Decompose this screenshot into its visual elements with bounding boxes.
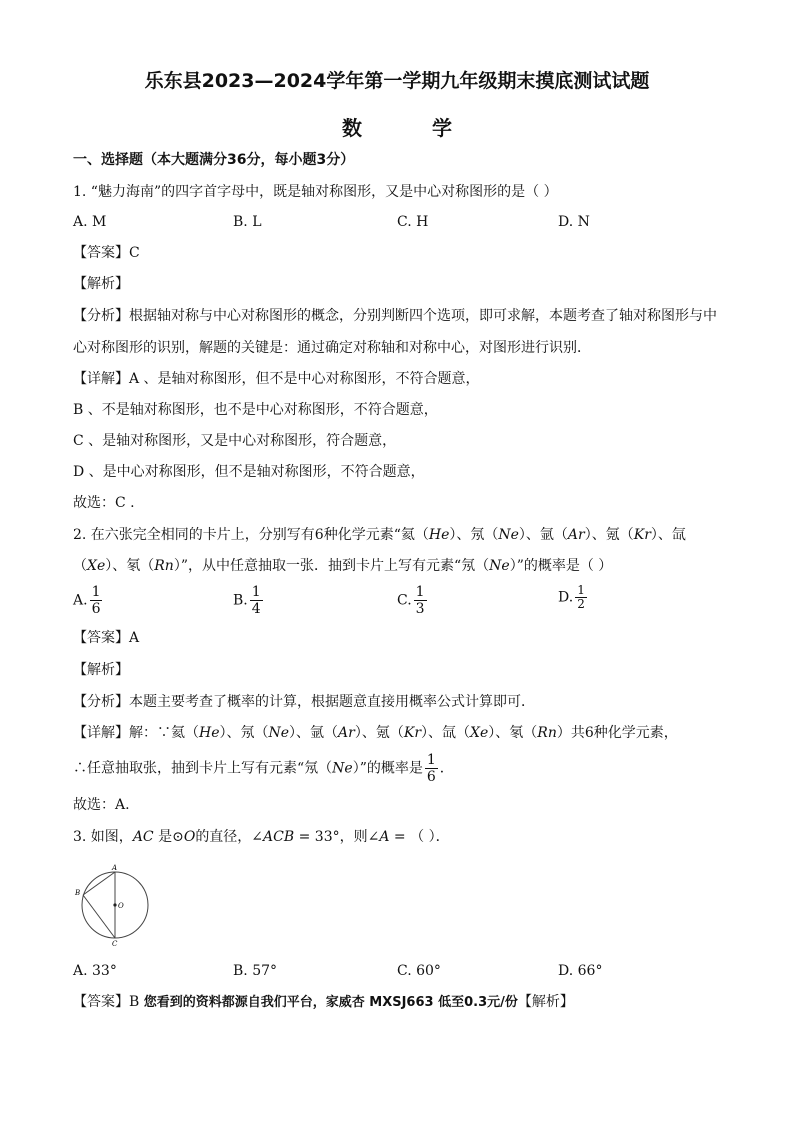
symbol: ACB: [263, 829, 295, 845]
symbol: Rn: [537, 725, 557, 741]
text: ∴任意抽取张，抽到卡片上写有元素“氖（: [73, 760, 333, 777]
q3-option-d: D. 66°: [558, 963, 603, 979]
text: ）、氡（: [105, 558, 155, 574]
symbol: O: [183, 829, 196, 845]
text: = 33°，则∠: [294, 829, 380, 845]
q1-option-c: C. H: [397, 214, 429, 230]
q2-option-b: [233, 584, 265, 617]
numerator: 1: [426, 752, 436, 768]
text: ）、氩（: [518, 527, 568, 543]
q1-answer: [73, 243, 733, 263]
fraction: [575, 584, 587, 611]
text: ）、氙: [650, 527, 686, 543]
denominator: 4: [251, 601, 261, 617]
chord-bc: [83, 895, 115, 938]
watermark-text: 您看到的资料都源自我们平台，家威杏 MXSJ663 低至0.3元/份: [143, 995, 518, 1010]
q2-stem-2: [73, 556, 733, 576]
circle-figure: [70, 862, 150, 948]
text: 是⊙: [153, 829, 184, 845]
section-heading: 一、选择题（本大题满分36分，每小题3分）: [73, 152, 355, 168]
q2-analysis-label: 【解析】: [73, 662, 129, 678]
q1-fenxi-1: [73, 306, 733, 326]
text: 解：∵氦（: [129, 725, 199, 741]
answer-value: C: [129, 245, 140, 261]
q2-detail-2: [73, 752, 733, 785]
q1-detail-1: [73, 369, 733, 389]
numerator: 1: [251, 584, 261, 600]
text: ．: [439, 760, 454, 777]
label-b: B: [75, 889, 81, 897]
option-letter: C.: [397, 592, 412, 609]
q1-detail-2: B 、不是轴对称图形，也不是中心对称图形，不符合题意，: [73, 402, 438, 418]
option-letter: A.: [73, 592, 88, 609]
symbol: Ar: [338, 725, 355, 741]
symbol: Rn: [154, 558, 174, 574]
label-c: C: [112, 940, 118, 948]
symbol: Ne: [489, 558, 510, 574]
q1-option-a: A. M: [73, 214, 107, 230]
text: ）、氙（: [421, 725, 471, 741]
text: ）、氡（: [488, 725, 538, 741]
denominator: 3: [415, 601, 425, 617]
fenxi-label: 【分析】: [73, 694, 129, 710]
symbol: Xe: [87, 558, 106, 574]
text: = （ ）．: [389, 829, 450, 845]
q3-option-b: B. 57°: [233, 963, 278, 979]
symbol: Ne: [268, 725, 290, 741]
q1-analysis-label: 【解析】: [73, 276, 129, 292]
text: ）、氖（: [449, 527, 499, 543]
text: ）共6种化学元素，: [556, 725, 678, 741]
fraction: [414, 584, 427, 617]
symbol: Ne: [332, 760, 353, 777]
text: 2. 在六张完全相同的卡片上，分别写有6种化学元素“氦（: [73, 527, 429, 543]
q1-option-b: B. L: [233, 214, 262, 230]
q1-choose: 故选：C .: [73, 495, 135, 511]
answer-label: 【答案】: [73, 245, 129, 261]
option-letter: D.: [558, 589, 574, 606]
q3-option-a: A. 33°: [73, 963, 117, 979]
symbol: A: [379, 829, 390, 845]
center-point: [113, 903, 116, 906]
fraction: [425, 752, 438, 785]
text: 的直径，∠: [195, 829, 264, 845]
q1-stem: 1. “魅力海南”的四字首字母中，既是轴对称图形，又是中心对称图形的是（ ）: [73, 184, 558, 200]
text: ）”，从中任意抽取一张．抽到卡片上写有元素“氖（: [173, 558, 490, 574]
q3-stem: [73, 827, 733, 847]
symbol: Kr: [633, 527, 651, 543]
detail-label: 【详解】: [73, 371, 129, 387]
q3-option-c: C. 60°: [397, 963, 441, 979]
chord-ab: [83, 872, 115, 895]
denominator: 6: [91, 601, 101, 617]
numerator: 1: [91, 584, 101, 600]
text: ）、氖（: [219, 725, 269, 741]
numerator: 1: [577, 583, 585, 597]
text: ）”的概率是: [352, 760, 423, 777]
fenxi-text: 本题主要考查了概率的计算，根据题意直接用概率公式计算即可．: [129, 694, 535, 710]
answer-value: A: [129, 630, 140, 646]
symbol: Ne: [498, 527, 519, 543]
q2-choose: 故选：A.: [73, 797, 130, 813]
answer-label: 【答案】: [73, 630, 129, 646]
q1-detail-4: D 、是中心对称图形，但不是轴对称图形，不符合题意，: [73, 464, 425, 480]
symbol: He: [199, 725, 220, 741]
analysis-label: 【解析】: [517, 994, 574, 1010]
text: ）”的概率是（ ）: [509, 558, 613, 574]
symbol: Kr: [403, 725, 422, 741]
text: ）、氪（: [584, 527, 634, 543]
q2-answer: [73, 628, 733, 648]
answer-value: B: [129, 994, 140, 1010]
symbol: AC: [132, 829, 154, 845]
symbol: He: [428, 527, 450, 543]
symbol: Ar: [567, 527, 585, 543]
option-letter: B.: [233, 592, 248, 609]
label-a: A: [112, 864, 118, 872]
detail-text: A 、是轴对称图形，但不是中心对称图形，不符合题意，: [129, 371, 480, 387]
fenxi-text: 根据轴对称与中心对称图形的概念，分别判断四个选项，即可求解，本题考查了轴对称图形与中: [129, 308, 717, 324]
q2-option-a: [73, 584, 104, 617]
q2-fenxi: [73, 692, 733, 712]
subject-title: 数学: [342, 116, 522, 140]
text: ）、氪（: [354, 725, 404, 741]
page-title: 乐东县2023—2024学年第一学期九年级期末摸底测试试题: [144, 70, 650, 92]
denominator: 2: [577, 597, 585, 611]
q1-option-d: D. N: [558, 214, 590, 230]
q3-answer-line: [73, 992, 574, 1013]
text: （: [73, 558, 87, 574]
detail-label: 【详解】: [73, 725, 129, 741]
q1-detail-3: C 、是轴对称图形，又是中心对称图形，符合题意，: [73, 433, 397, 449]
fraction: [250, 584, 263, 617]
text: 3. 如图，: [73, 829, 133, 845]
q2-option-c: [397, 584, 429, 617]
denominator: 6: [426, 769, 436, 785]
text: ）、氩（: [289, 725, 339, 741]
answer-label: 【答案】: [73, 994, 129, 1010]
q2-detail-1: [73, 723, 733, 743]
q2-stem-1: [73, 525, 733, 545]
symbol: Xe: [470, 725, 489, 741]
q2-option-d: [558, 584, 589, 611]
numerator: 1: [415, 584, 425, 600]
q1-fenxi-2: 心对称图形的识别，解题的关键是：通过确定对称轴和对称中心，对图形进行识别．: [73, 340, 591, 356]
fenxi-label: 【分析】: [73, 308, 129, 324]
label-o: O: [118, 902, 124, 910]
fraction: [90, 584, 103, 617]
